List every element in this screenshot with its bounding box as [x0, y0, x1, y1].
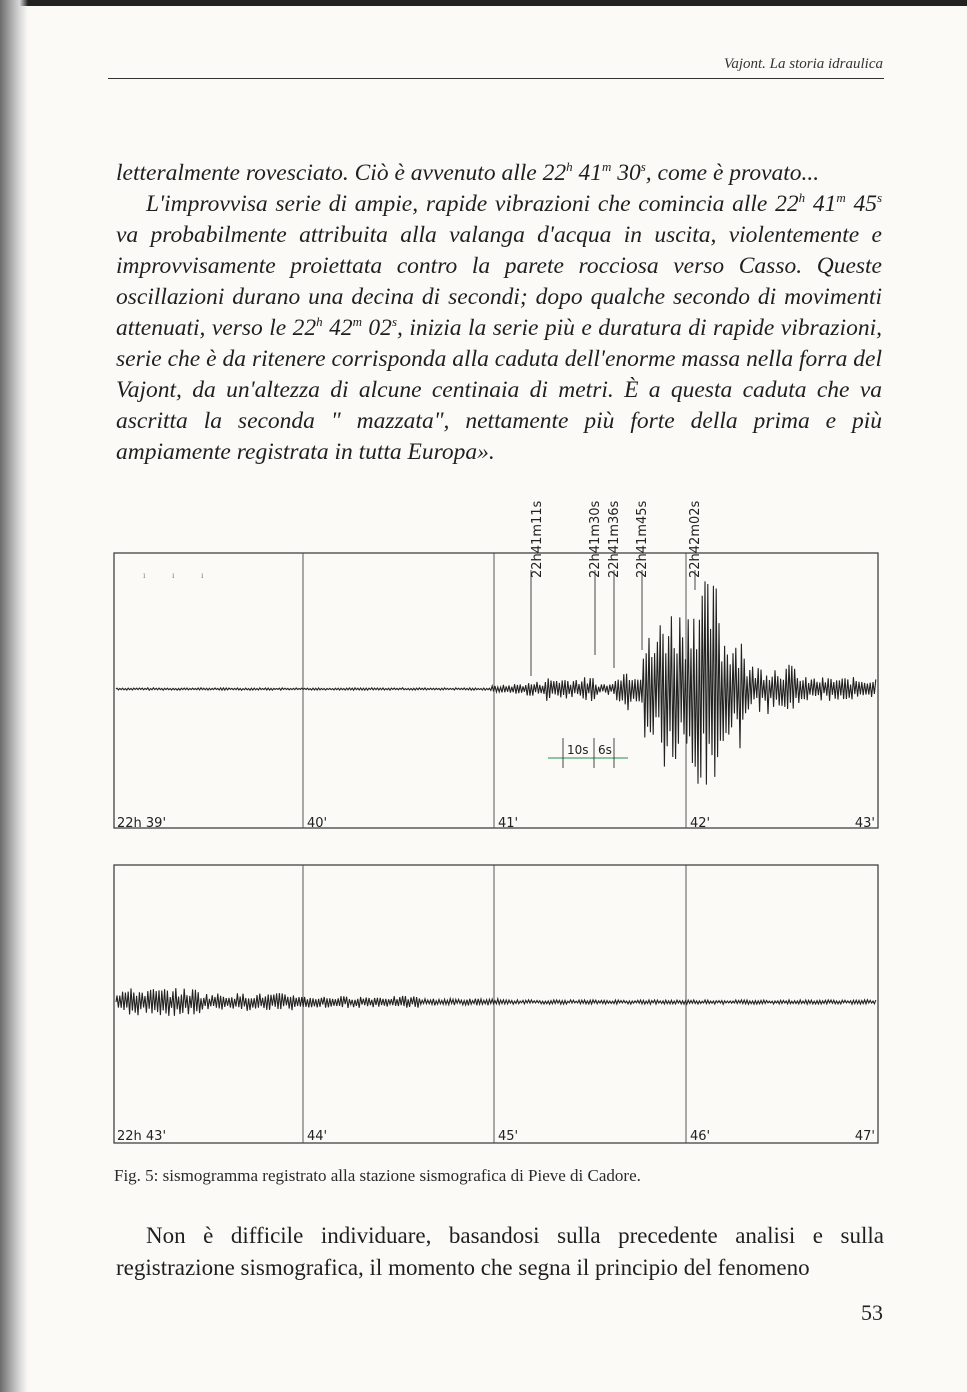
body-paragraph-3: Non è difficile individuare, basandosi sulla precedente analisi e sulla registrazione sismografica, il momento che segna il principio del fenomeno — [116, 1223, 884, 1280]
text-segment: 45 — [845, 191, 877, 217]
superscript: m — [836, 190, 846, 206]
time-mark-label: 22h42m02s — [688, 500, 703, 578]
panel-2-tick: 46' — [690, 1129, 711, 1144]
seismogram-svg — [0, 480, 967, 1160]
superscript: h — [798, 190, 806, 206]
panel-1-tick: 40' — [307, 816, 328, 831]
seismogram-trace-1 — [116, 581, 876, 784]
body-line-1 — [116, 158, 882, 189]
superscript: m — [352, 314, 362, 330]
superscript: s — [640, 159, 646, 175]
superscript: s — [391, 314, 397, 330]
running-head: Vajont. La storia idraulica — [723, 56, 883, 72]
time-mark-label: 22h41m45s — [635, 500, 650, 578]
time-mark-label: 22h41m11s — [530, 500, 545, 578]
text-segment: 41 — [805, 191, 837, 217]
superscript: h — [316, 314, 323, 330]
panel-1-tick: 42' — [690, 816, 711, 831]
seismogram-panel-1 — [114, 500, 878, 831]
page-top-edge — [0, 0, 967, 6]
superscript: h — [566, 159, 573, 175]
text-segment: 02 — [361, 315, 392, 341]
panel-1-tick: 22h 39' — [117, 816, 167, 831]
time-mark-label: 22h41m30s — [588, 500, 603, 578]
interval-bracket — [548, 738, 628, 768]
superscript: s — [876, 190, 883, 206]
text-segment: letteralmente rovesciato. Ciò è avvenuto alle 22 — [116, 160, 567, 186]
text-segment: 41 — [572, 160, 602, 186]
faint-mark: ı — [172, 570, 175, 580]
panel-2-tick: 22h 43' — [117, 1129, 167, 1144]
text-segment: L'improvvisa serie di ampie, rapide vibrazioni che comincia alle 22 — [146, 191, 799, 217]
page-number: 53 — [861, 1300, 883, 1325]
faint-mark: ı — [201, 570, 204, 580]
superscript: m — [601, 159, 612, 175]
header-rule — [108, 78, 884, 79]
interval-label: 10s — [567, 743, 589, 757]
seismogram-figure — [0, 480, 967, 1160]
figure-caption: Fig. 5: sismogramma registrato alla stazione sismografica di Pieve di Cadore. — [114, 1166, 641, 1185]
faint-mark: ı — [143, 570, 146, 580]
text-segment: , come è provato... — [645, 160, 820, 186]
text-segment: , inizia la serie più e duratura di rapide vibrazioni, serie che è da ritenere corrisponda alla caduta dell'enorme massa nella forra del Vajont, da un'altezza di alcune centinaia di metri. È a questa caduta che va ascritta la seconda " mazzata", nettamente più forte della prima e più ampiamente registrata in tutta Europa». — [116, 315, 882, 465]
panel-2-tick: 47' — [854, 1129, 875, 1144]
panel-1-tick: 43' — [854, 816, 875, 831]
body-paragraph-2 — [116, 189, 882, 468]
seismogram-trace-2 — [116, 988, 876, 1016]
text-segment: 30 — [611, 160, 641, 186]
panel-2-tick: 44' — [307, 1129, 328, 1144]
panel-1-tick: 41' — [498, 816, 519, 831]
text-segment: va probabilmente attribuita alla valanga d'acqua in uscita, violentemente e improvvisamente proiettata contro la parete rocciosa verso Casso. Queste oscillazioni durano una decina di secondi; dopo qualche secondo di movimenti attenuati, verso le 22 — [116, 222, 882, 341]
text-segment: 42 — [322, 315, 353, 341]
seismogram-panel-2 — [114, 865, 878, 1144]
interval-label: 6s — [598, 743, 612, 757]
time-markers — [530, 500, 703, 676]
time-mark-label: 22h41m36s — [607, 500, 622, 578]
body-text — [116, 158, 882, 468]
panel-2-tick: 45' — [498, 1129, 519, 1144]
